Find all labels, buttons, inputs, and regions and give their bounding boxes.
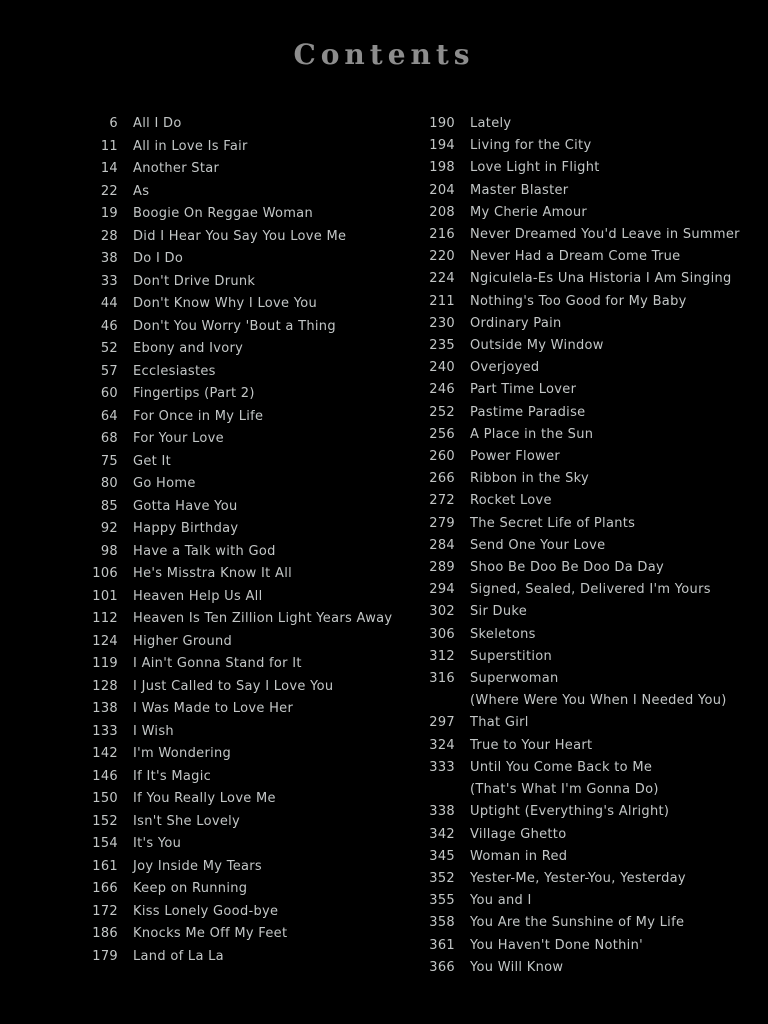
toc-song-title: I Wish bbox=[133, 723, 174, 739]
toc-song-title: Woman in Red bbox=[470, 848, 568, 864]
toc-page-number: 306 bbox=[429, 626, 455, 642]
toc-song-title: Yester-Me, Yester-You, Yesterday bbox=[470, 870, 686, 886]
toc-song-title: That Girl bbox=[470, 715, 529, 731]
toc-entry bbox=[415, 868, 755, 890]
toc-entry bbox=[78, 271, 408, 294]
toc-left-column bbox=[78, 113, 408, 968]
toc-page-number: 211 bbox=[429, 293, 455, 309]
toc-entry bbox=[78, 406, 408, 429]
toc-page-number: 316 bbox=[429, 671, 455, 687]
toc-entry bbox=[78, 676, 408, 699]
toc-entry bbox=[78, 203, 408, 226]
toc-page-number: 57 bbox=[100, 363, 118, 379]
toc-page-number: 324 bbox=[429, 737, 455, 753]
toc-song-title: Until You Come Back to Me (That's What I'm Gonna Do) bbox=[470, 757, 755, 801]
toc-song-title: Sir Duke bbox=[470, 604, 528, 620]
toc-entry bbox=[415, 535, 755, 557]
toc-song-title: It's You bbox=[133, 836, 182, 851]
toc-song-title: Ngiculela-Es Una Historia I Am Singing bbox=[470, 271, 732, 287]
toc-page-number: 161 bbox=[92, 858, 118, 874]
toc-page-number: 80 bbox=[100, 476, 118, 491]
toc-song-title: Did I Hear You Say You Love Me bbox=[133, 228, 347, 244]
toc-page-number: 14 bbox=[100, 161, 118, 176]
toc-page-number: 230 bbox=[429, 315, 455, 331]
toc-song-title: Lately bbox=[470, 116, 512, 131]
toc-entry bbox=[415, 557, 755, 579]
toc-song-title: I Just Called to Say I Love You bbox=[133, 678, 334, 694]
toc-page-number: 266 bbox=[429, 471, 455, 487]
toc-entry bbox=[415, 601, 755, 623]
toc-page-number: 220 bbox=[429, 249, 455, 265]
toc-page-number: 154 bbox=[92, 836, 118, 851]
toc-song-title: Isn't She Lovely bbox=[133, 813, 241, 829]
toc-entry bbox=[415, 468, 755, 490]
toc-page-number: 106 bbox=[92, 566, 118, 581]
toc-page-number: 252 bbox=[429, 404, 455, 420]
toc-page-number: 124 bbox=[92, 633, 118, 649]
toc-page-number: 272 bbox=[429, 493, 455, 509]
toc-entry bbox=[78, 923, 408, 946]
toc-song-title: Don't Know Why I Love You bbox=[133, 296, 318, 311]
toc-page-number: 128 bbox=[92, 678, 118, 694]
toc-song-title: I'm Wondering bbox=[133, 746, 232, 761]
toc-page-number: 64 bbox=[100, 408, 118, 424]
toc-entry bbox=[415, 357, 755, 379]
toc-page-number: 152 bbox=[92, 813, 118, 829]
toc-song-title: A Place in the Sun bbox=[470, 426, 594, 442]
toc-page-number: 75 bbox=[100, 453, 118, 469]
toc-entry bbox=[415, 224, 755, 246]
toc-page-number: 297 bbox=[429, 715, 455, 731]
toc-entry bbox=[78, 901, 408, 924]
toc-song-title: Ecclesiastes bbox=[133, 363, 216, 379]
toc-song-title: Heaven Help Us All bbox=[133, 588, 263, 604]
toc-song-title: Don't You Worry 'Bout a Thing bbox=[133, 318, 336, 334]
toc-song-title: Ebony and Ivory bbox=[133, 341, 244, 356]
toc-song-title: For Your Love bbox=[133, 431, 224, 446]
toc-entry bbox=[78, 293, 408, 316]
toc-page-number: 68 bbox=[100, 431, 118, 446]
toc-song-title: All in Love Is Fair bbox=[133, 138, 248, 154]
toc-entry bbox=[78, 788, 408, 811]
toc-page-number: 60 bbox=[100, 386, 118, 401]
toc-song-title: Heaven Is Ten Zillion Light Years Away bbox=[133, 611, 393, 626]
toc-entry bbox=[78, 316, 408, 339]
toc-song-title: True to Your Heart bbox=[470, 737, 593, 753]
toc-entry bbox=[78, 361, 408, 384]
toc-entry bbox=[78, 653, 408, 676]
toc-song-title: Signed, Sealed, Delivered I'm Yours bbox=[470, 582, 711, 598]
toc-entry bbox=[78, 631, 408, 654]
toc-entry bbox=[415, 935, 755, 957]
toc-entry bbox=[415, 824, 755, 846]
toc-entry bbox=[78, 743, 408, 766]
toc-entry bbox=[78, 856, 408, 879]
toc-page-number: 355 bbox=[429, 893, 455, 909]
toc-entry bbox=[78, 451, 408, 474]
toc-song-title: Village Ghetto bbox=[470, 826, 567, 842]
toc-page-number: 246 bbox=[429, 382, 455, 398]
toc-page-number: 260 bbox=[429, 449, 455, 465]
toc-page-number: 289 bbox=[429, 560, 455, 576]
toc-song-title: I Ain't Gonna Stand for It bbox=[133, 656, 302, 671]
toc-page-number: 46 bbox=[100, 318, 118, 334]
toc-entry bbox=[415, 335, 755, 357]
toc-entry bbox=[78, 338, 408, 361]
toc-song-title: Superstition bbox=[470, 648, 553, 664]
toc-page-number: 240 bbox=[429, 360, 455, 376]
toc-entry bbox=[78, 833, 408, 856]
toc-entry bbox=[415, 490, 755, 512]
toc-entry bbox=[78, 226, 408, 249]
toc-song-title: As bbox=[133, 183, 150, 199]
toc-song-title: Outside My Window bbox=[470, 338, 604, 354]
toc-entry bbox=[415, 624, 755, 646]
toc-entry bbox=[415, 513, 755, 535]
toc-entry bbox=[78, 586, 408, 609]
toc-page-number: 52 bbox=[100, 341, 118, 356]
toc-entry bbox=[415, 402, 755, 424]
toc-entry bbox=[78, 878, 408, 901]
toc-entry bbox=[415, 646, 755, 668]
toc-page-number: 38 bbox=[100, 251, 118, 266]
toc-page-number: 98 bbox=[100, 543, 118, 559]
toc-page-number: 142 bbox=[92, 746, 118, 761]
toc-entry bbox=[78, 608, 408, 631]
toc-song-title: Don't Drive Drunk bbox=[133, 273, 256, 289]
page-title: Contents bbox=[293, 38, 475, 71]
toc-page-number: 302 bbox=[429, 604, 455, 620]
toc-page-number: 358 bbox=[429, 915, 455, 931]
toc-song-title: Send One Your Love bbox=[470, 537, 606, 553]
toc-song-title: Skeletons bbox=[470, 626, 536, 642]
toc-entry bbox=[415, 202, 755, 224]
toc-page-number: 11 bbox=[100, 138, 118, 154]
toc-song-title: You Are the Sunshine of My Life bbox=[470, 915, 685, 931]
toc-song-title: Part Time Lover bbox=[470, 382, 577, 398]
toc-song-title: If You Really Love Me bbox=[133, 791, 276, 806]
toc-song-title: Higher Ground bbox=[133, 633, 233, 649]
toc-song-title: You Haven't Done Nothin' bbox=[470, 937, 643, 953]
toc-page-number: 216 bbox=[429, 227, 455, 243]
toc-entry bbox=[78, 428, 408, 451]
toc-song-title: Love Light in Flight bbox=[470, 160, 600, 176]
toc-entry bbox=[415, 291, 755, 313]
toc-page-number: 361 bbox=[429, 937, 455, 953]
toc-page-number: 333 bbox=[429, 759, 455, 775]
toc-entry bbox=[415, 446, 755, 468]
toc-entry bbox=[415, 113, 755, 135]
toc-song-title: The Secret Life of Plants bbox=[470, 515, 636, 531]
toc-page-number: 345 bbox=[429, 848, 455, 864]
toc-song-title: Another Star bbox=[133, 161, 220, 176]
toc-entry bbox=[78, 563, 408, 586]
toc-page-number: 342 bbox=[429, 826, 455, 842]
toc-entry bbox=[78, 496, 408, 519]
toc-song-title: Kiss Lonely Good-bye bbox=[133, 903, 279, 919]
toc-entry bbox=[78, 721, 408, 744]
toc-song-title: If It's Magic bbox=[133, 768, 212, 784]
toc-entry bbox=[78, 766, 408, 789]
toc-page-number: 112 bbox=[92, 611, 118, 626]
toc-song-title: Nothing's Too Good for My Baby bbox=[470, 293, 687, 309]
toc-song-title: All I Do bbox=[133, 116, 182, 131]
toc-page-number: 224 bbox=[429, 271, 455, 287]
toc-page-number: 179 bbox=[92, 948, 118, 964]
toc-entry bbox=[415, 135, 755, 157]
toc-page-number: 133 bbox=[92, 723, 118, 739]
toc-entry bbox=[415, 246, 755, 268]
toc-song-title: Superwoman (Where Were You When I Needed You) bbox=[470, 668, 755, 712]
toc-page-number: 194 bbox=[429, 138, 455, 154]
toc-song-title: Rocket Love bbox=[470, 493, 552, 509]
toc-entry bbox=[415, 668, 755, 712]
toc-page-number: 101 bbox=[92, 588, 118, 604]
toc-song-title: Overjoyed bbox=[470, 360, 540, 376]
toc-entry bbox=[415, 912, 755, 934]
toc-song-title: Get It bbox=[133, 453, 172, 469]
toc-page-number: 92 bbox=[100, 521, 118, 536]
toc-song-title: I Was Made to Love Her bbox=[133, 701, 294, 716]
toc-page-number: 6 bbox=[109, 116, 118, 131]
toc-entry bbox=[78, 698, 408, 721]
toc-page-number: 190 bbox=[429, 116, 455, 131]
toc-song-title: Knocks Me Off My Feet bbox=[133, 926, 288, 941]
toc-entry bbox=[415, 157, 755, 179]
toc-page-number: 312 bbox=[429, 648, 455, 664]
toc-song-title-line2: (Where Were You When I Needed You) bbox=[470, 693, 727, 709]
toc-page-number: 279 bbox=[429, 515, 455, 531]
toc-song-title: Never Dreamed You'd Leave in Summer bbox=[470, 227, 740, 243]
toc-entry bbox=[415, 757, 755, 801]
toc-page-number: 28 bbox=[100, 228, 118, 244]
toc-song-title: Happy Birthday bbox=[133, 521, 239, 536]
toc-page-number: 256 bbox=[429, 426, 455, 442]
toc-entry bbox=[415, 890, 755, 912]
toc-song-title-line2: (That's What I'm Gonna Do) bbox=[470, 782, 659, 798]
toc-entry bbox=[78, 946, 408, 969]
toc-page-number: 146 bbox=[92, 768, 118, 784]
toc-entry bbox=[415, 579, 755, 601]
toc-entry bbox=[78, 518, 408, 541]
toc-entry bbox=[78, 136, 408, 159]
toc-song-title: Ribbon in the Sky bbox=[470, 471, 590, 487]
toc-entry bbox=[415, 268, 755, 290]
toc-song-title: Ordinary Pain bbox=[470, 315, 562, 331]
toc-page-number: 284 bbox=[429, 537, 455, 553]
toc-entry bbox=[415, 379, 755, 401]
toc-song-title: Boogie On Reggae Woman bbox=[133, 206, 313, 221]
toc-song-title: Pastime Paradise bbox=[470, 404, 586, 420]
toc-page-number: 172 bbox=[92, 903, 118, 919]
toc-song-title: Have a Talk with God bbox=[133, 543, 276, 559]
toc-song-title: Joy Inside My Tears bbox=[133, 858, 263, 874]
toc-page-number: 166 bbox=[92, 881, 118, 896]
toc-song-title: Uptight (Everything's Alright) bbox=[470, 804, 670, 820]
toc-entry bbox=[415, 712, 755, 734]
toc-song-title: Never Had a Dream Come True bbox=[470, 249, 681, 265]
toc-entry bbox=[78, 248, 408, 271]
toc-page-number: 352 bbox=[429, 870, 455, 886]
toc-page-number: 119 bbox=[92, 656, 118, 671]
toc-page-number: 44 bbox=[100, 296, 118, 311]
toc-page-number: 338 bbox=[429, 804, 455, 820]
toc-song-title: Gotta Have You bbox=[133, 498, 238, 514]
toc-page-number: 22 bbox=[100, 183, 118, 199]
toc-song-title: He's Misstra Know It All bbox=[133, 566, 293, 581]
toc-song-title: Land of La La bbox=[133, 948, 224, 964]
toc-page-number: 186 bbox=[92, 926, 118, 941]
toc-entry bbox=[78, 541, 408, 564]
toc-song-title: Shoo Be Doo Be Doo Da Day bbox=[470, 560, 665, 576]
toc-page-number: 138 bbox=[92, 701, 118, 716]
toc-song-title: You and I bbox=[470, 893, 532, 909]
toc-page-number: 235 bbox=[429, 338, 455, 354]
toc-page-number: 204 bbox=[429, 182, 455, 198]
toc-entry bbox=[415, 313, 755, 335]
toc-entry bbox=[78, 811, 408, 834]
toc-entry bbox=[78, 473, 408, 496]
toc-song-title: Fingertips (Part 2) bbox=[133, 386, 255, 401]
toc-entry bbox=[78, 383, 408, 406]
toc-page-number: 208 bbox=[429, 204, 455, 220]
toc-song-title: Living for the City bbox=[470, 138, 592, 154]
toc-entry bbox=[415, 735, 755, 757]
toc-entry bbox=[415, 180, 755, 202]
toc-right-column bbox=[415, 113, 755, 979]
toc-song-title: Do I Do bbox=[133, 251, 184, 266]
toc-song-title: Go Home bbox=[133, 476, 196, 491]
toc-song-title: For Once in My Life bbox=[133, 408, 264, 424]
toc-song-title: My Cherie Amour bbox=[470, 204, 588, 220]
toc-entry bbox=[415, 801, 755, 823]
toc-page-number: 33 bbox=[100, 273, 118, 289]
toc-entry bbox=[78, 113, 408, 136]
toc-page-number: 198 bbox=[429, 160, 455, 176]
toc-song-title: Master Blaster bbox=[470, 182, 569, 198]
toc-entry bbox=[415, 957, 755, 979]
toc-page-number: 294 bbox=[429, 582, 455, 598]
toc-entry bbox=[78, 158, 408, 181]
toc-page-number: 366 bbox=[429, 959, 455, 975]
toc-song-title: Keep on Running bbox=[133, 881, 248, 896]
toc-page-number: 19 bbox=[100, 206, 118, 221]
toc-entry bbox=[415, 846, 755, 868]
toc-entry bbox=[415, 424, 755, 446]
toc-page-number: 150 bbox=[92, 791, 118, 806]
toc-entry bbox=[78, 181, 408, 204]
toc-song-title: Power Flower bbox=[470, 449, 561, 465]
toc-page-number: 85 bbox=[100, 498, 118, 514]
toc-song-title: You Will Know bbox=[470, 959, 564, 975]
